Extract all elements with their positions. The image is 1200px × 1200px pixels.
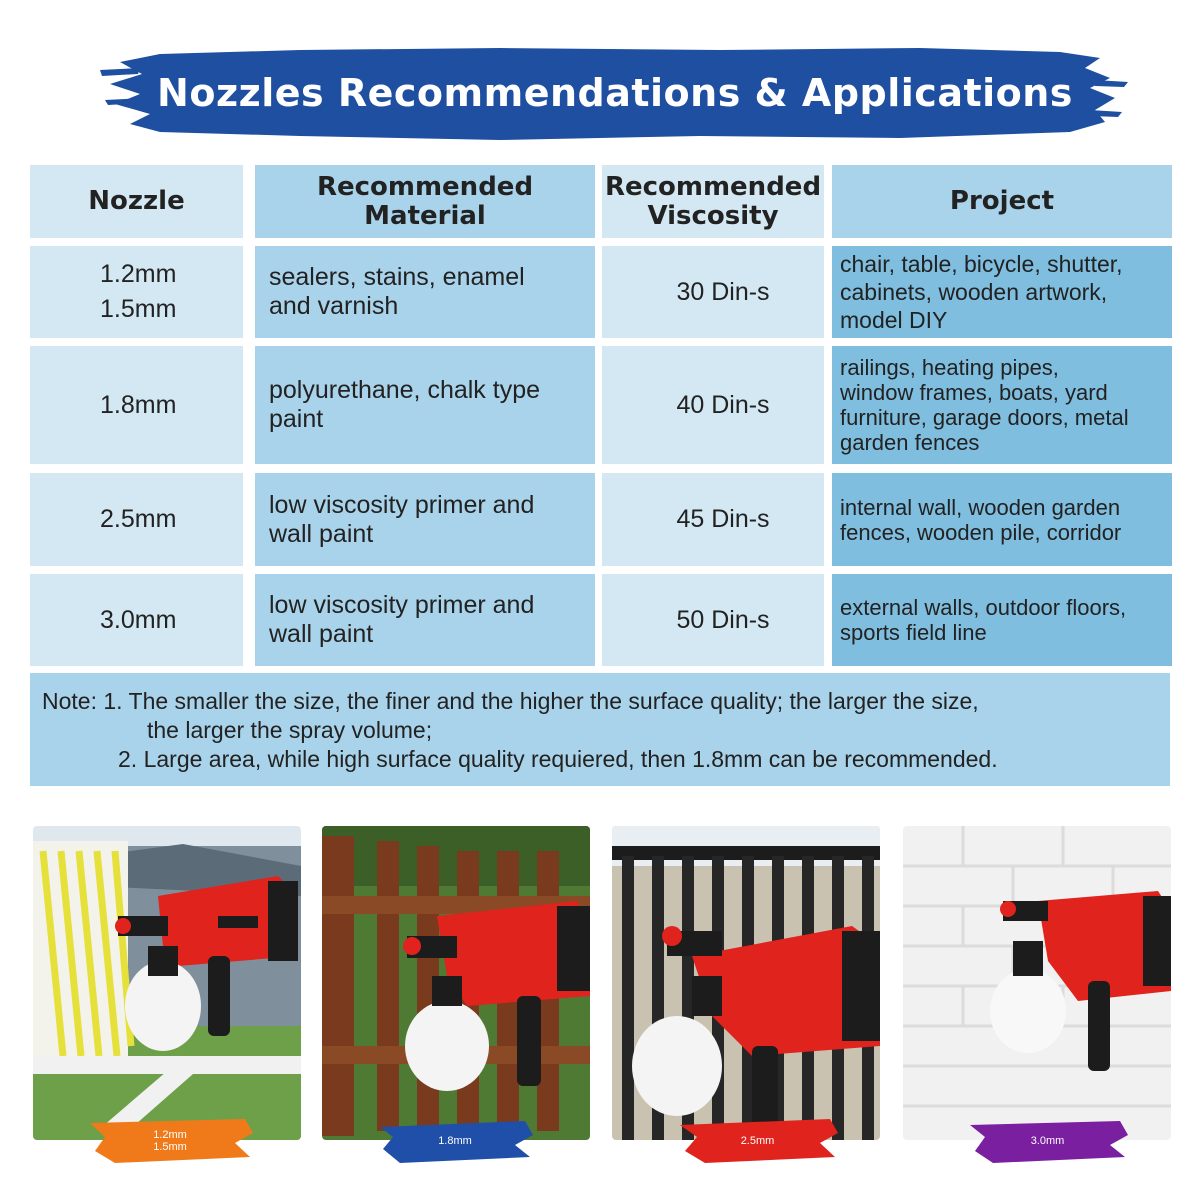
viscosity-value: 45 Din-s	[676, 505, 770, 533]
table-row-3-material	[255, 473, 595, 566]
viscosity-value: 40 Din-s	[676, 390, 770, 419]
material-text: polyurethane, chalk type	[269, 376, 541, 404]
nozzle-size: 1.2mm	[100, 260, 177, 288]
header-material-line1: Recommended	[316, 171, 534, 202]
nozzle-size: 1.8mm	[100, 390, 177, 419]
nozzle-tag-label: 2.5mm	[740, 1135, 775, 1147]
nozzle-tag-2	[375, 1113, 535, 1169]
table-row-3-project	[832, 473, 1172, 566]
page-title: Nozzles Recommendations & Applications	[157, 70, 1073, 115]
table-row-4-viscosity	[602, 574, 824, 666]
project-text: furniture, garage doors, metal	[840, 405, 1129, 430]
nozzle-tag-1	[85, 1113, 255, 1169]
nozzle-size: 1.5mm	[100, 295, 177, 323]
header-viscosity-line2: Viscosity	[647, 200, 779, 231]
header-viscosity	[602, 165, 824, 238]
project-text: window frames, boats, yard	[840, 380, 1108, 405]
header-material	[255, 165, 595, 238]
photo-railing-spraying	[612, 826, 880, 1140]
project-text: fences, wooden pile, corridor	[840, 519, 1122, 545]
title-banner	[100, 40, 1130, 145]
table-row-4-nozzle	[30, 574, 243, 666]
table-row-4-project	[832, 574, 1172, 666]
nozzle-tag-label: 3.0mm	[1030, 1135, 1065, 1147]
project-text: railings, heating pipes,	[840, 355, 1059, 380]
table-row-2-material	[255, 346, 595, 464]
material-text: wall paint	[269, 519, 374, 548]
header-nozzle	[30, 165, 243, 238]
viscosity-value: 30 Din-s	[676, 277, 770, 306]
table-row-2-nozzle	[30, 346, 243, 464]
table-row-4-material	[255, 574, 595, 666]
project-text: internal wall, wooden garden	[840, 494, 1121, 520]
table-row-2-viscosity	[602, 346, 824, 464]
header-viscosity-line1: Recommended	[604, 171, 822, 202]
project-text: garden fences	[840, 430, 980, 455]
material-text: low viscosity primer and	[269, 490, 535, 519]
table-row-3-nozzle	[30, 473, 243, 566]
material-text: sealers, stains, enamel	[269, 263, 525, 291]
note-line-3: 2. Large area, while high surface quality requiered, then 1.8mm can be recommended.	[118, 746, 998, 772]
project-text: model DIY	[840, 307, 948, 333]
project-text: external walls, outdoor floors,	[840, 595, 1127, 620]
photo-fence-spraying	[322, 826, 590, 1140]
material-text: low viscosity primer and	[269, 591, 535, 619]
photo-wall-spraying	[903, 826, 1171, 1140]
nozzle-tag-label: 1.2mm	[153, 1129, 187, 1141]
note-line-2: the larger the spray volume;	[147, 717, 433, 743]
nozzle-tag-label: 1.8mm	[438, 1135, 472, 1147]
viscosity-value: 50 Din-s	[676, 605, 770, 634]
photo-chair-spraying	[33, 826, 301, 1140]
nozzle-tag-4	[965, 1113, 1130, 1169]
table-row-1-material	[255, 246, 595, 338]
project-text: cabinets, wooden artwork,	[840, 279, 1108, 305]
project-text: chair, table, bicycle, shutter,	[840, 251, 1123, 277]
header-material-line2: Material	[364, 200, 486, 231]
nozzle-tag-label: 1.5mm	[153, 1141, 187, 1153]
nozzle-size: 3.0mm	[100, 605, 177, 634]
header-project-label: Project	[949, 186, 1055, 216]
header-nozzle-label: Nozzle	[88, 186, 185, 216]
nozzle-tag-3	[675, 1113, 840, 1169]
project-text: sports field line	[840, 620, 987, 645]
nozzle-size: 2.5mm	[100, 505, 177, 533]
table-row-3-viscosity	[602, 473, 824, 566]
material-text: paint	[269, 405, 324, 433]
table-row-1-nozzle	[30, 246, 243, 338]
material-text: wall paint	[269, 620, 374, 648]
table-row-1-project	[832, 246, 1172, 338]
material-text: and varnish	[269, 292, 399, 320]
table-row-1-viscosity	[602, 246, 824, 338]
note-line-1: Note: 1. The smaller the size, the finer and the higher the surface quality; the larger the size,	[42, 688, 979, 714]
table-row-2-project	[832, 346, 1172, 464]
note-box	[30, 673, 1170, 786]
header-project	[832, 165, 1172, 238]
